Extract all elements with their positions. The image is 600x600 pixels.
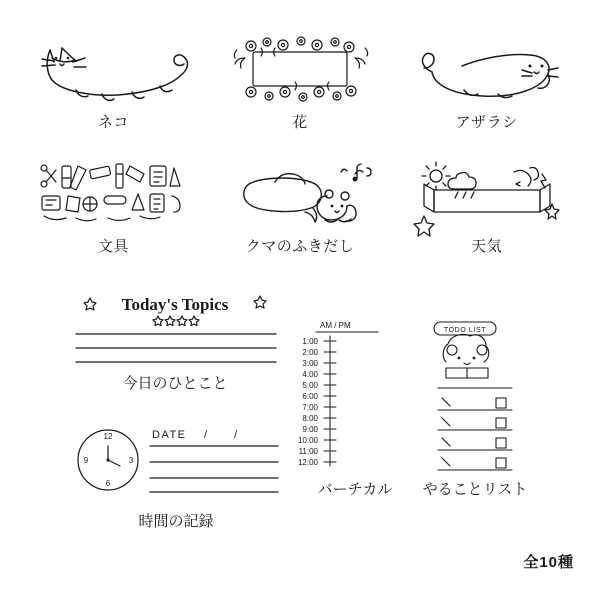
stamp-item-vertical[interactable] [297,318,410,499]
stamp-item-flower[interactable] [207,28,394,146]
stamp-item-seal[interactable] [393,28,580,146]
stamp-item-label: 天気 [471,238,503,255]
weather-banner-stamp-icon [402,152,572,234]
svg-text:8:00: 8:00 [302,414,318,423]
bear-speech-bubble-stamp-icon [215,152,385,234]
svg-text:/: / [234,429,238,441]
stamp-item-label: ネコ [97,114,129,131]
stamp-item-cat[interactable] [20,28,207,146]
svg-text:9: 9 [83,456,89,465]
stamp-grid [20,28,580,270]
svg-text:12: 12 [103,432,113,441]
stamp-item-weather[interactable] [393,152,580,270]
stamp-item-topics[interactable] [70,290,280,393]
svg-text:3: 3 [128,456,134,465]
stamp-item-bear-bubble[interactable] [207,152,394,270]
stamp-item-label: クマのふきだし [245,238,355,255]
stamp-item-label: 花 [292,114,308,131]
svg-text:9:00: 9:00 [302,425,318,434]
svg-text:5:00: 5:00 [302,381,318,390]
svg-text:12:00: 12:00 [297,458,318,467]
todo-list-stamp-icon [412,318,538,470]
svg-text:/: / [204,429,208,441]
svg-text:DATE: DATE [152,429,187,441]
svg-text:10:00: 10:00 [297,436,318,445]
stationery-stamp-icon [28,152,198,234]
svg-text:3:00: 3:00 [302,359,318,368]
svg-text:6:00: 6:00 [302,392,318,401]
stamp-item-label: 時間の記録 [138,513,214,530]
stamp-item-label: アザラシ [455,114,518,131]
lower-stamp-section [0,282,600,572]
seal-stamp-icon [402,28,572,110]
svg-text:4:00: 4:00 [302,370,318,379]
svg-text:Today's Topics: Today's Topics [121,295,229,314]
vertical-schedule-stamp-icon [297,318,410,470]
svg-text:7:00: 7:00 [302,403,318,412]
cat-stamp-icon [28,28,198,110]
flower-frame-stamp-icon [215,28,385,110]
stamp-item-label: やることリスト [422,481,528,498]
stamp-item-todo[interactable] [412,318,538,499]
svg-text:11:00: 11:00 [298,447,318,456]
clock-date-stamp-icon [66,422,286,498]
svg-text:AM / PM: AM / PM [320,321,351,330]
svg-text:1:00: 1:00 [302,337,318,346]
stamp-item-label: 文具 [97,238,129,255]
stamp-item-label: バーチカル [317,481,393,498]
stamp-item-clock[interactable] [66,422,286,531]
stamp-item-label: 今日のひとこと [122,375,228,392]
variant-count-note: 全10種 [523,554,574,571]
stamp-item-stationery[interactable] [20,152,207,270]
svg-text:2:00: 2:00 [302,348,318,357]
svg-text:6: 6 [105,479,111,488]
svg-text:TODO LIST: TODO LIST [443,327,487,334]
topics-header-stamp-icon [70,290,280,368]
